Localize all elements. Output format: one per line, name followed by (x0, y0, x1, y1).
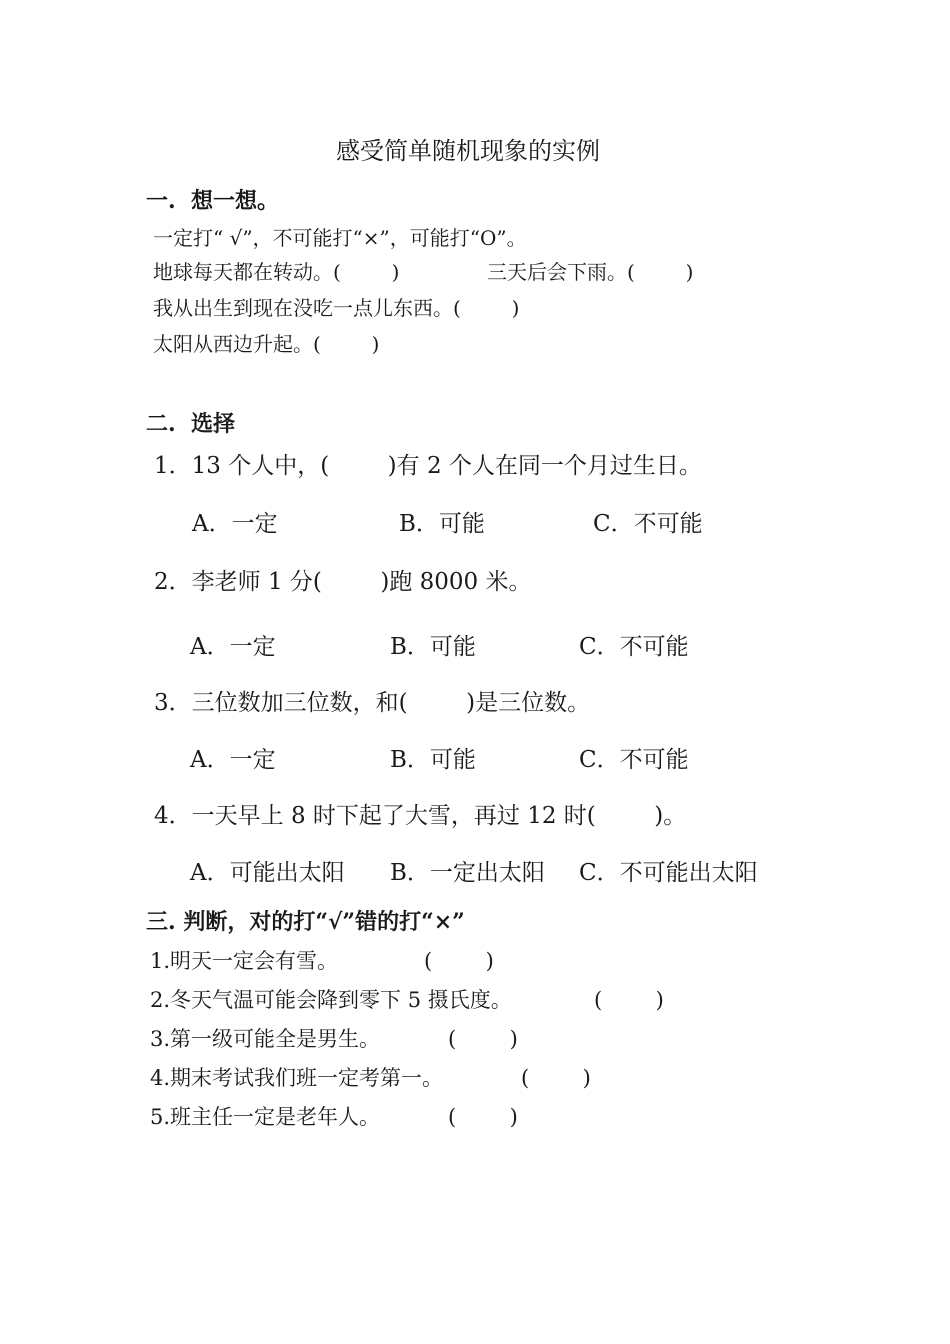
question-text: 2．李老师 1 分( )跑 8000 米。 (154, 569, 532, 595)
judgment-item: 1.明天一定会有雪。 (150, 949, 339, 973)
question-text: 4．一天早上 8 时下起了大雪，再过 12 时( )。 (154, 803, 687, 829)
option-a: A．一定 (190, 747, 276, 773)
option-a: A．一定 (192, 511, 278, 537)
answer-parens: ( ) (448, 1027, 518, 1051)
option-a: A．一定 (190, 634, 276, 660)
section1-item: 三天后会下雨。( ) (487, 260, 694, 284)
section1-item: 我从出生到现在没吃一点儿东西。( ) (153, 296, 520, 320)
answer-parens: ( ) (521, 1066, 591, 1090)
section1-item: 太阳从西边升起。( ) (153, 332, 380, 356)
section3-heading: 三. 判断，对的打“√”错的打“×” (146, 909, 465, 935)
judgment-item: 5.班主任一定是老年人。 (150, 1105, 381, 1129)
question-text: 3．三位数加三位数，和( )是三位数。 (154, 690, 591, 716)
answer-parens: ( ) (424, 949, 494, 973)
page-title: 感受简单随机现象的实例 (336, 137, 600, 165)
answer-parens: ( ) (448, 1105, 518, 1129)
option-b: B．可能 (390, 634, 476, 660)
option-c: C．不可能 (593, 511, 703, 537)
option-c: C．不可能出太阳 (579, 860, 758, 886)
question-text: 1．13 个人中，( )有 2 个人在同一个月过生日。 (154, 453, 702, 479)
answer-parens: ( ) (594, 988, 664, 1012)
option-b: B．一定出太阳 (390, 860, 545, 886)
judgment-item: 2.冬天气温可能会降到零下 5 摄氏度。 (150, 988, 512, 1012)
option-b: B．可能 (399, 511, 485, 537)
section1-heading: 一. 想一想。 (146, 188, 279, 214)
option-b: B．可能 (390, 747, 476, 773)
section1-instruction: 一定打“ √”，不可能打“×”，可能打“O”。 (153, 226, 527, 250)
option-a: A．可能出太阳 (190, 860, 345, 886)
option-c: C．不可能 (579, 747, 689, 773)
section1-item: 地球每天都在转动。( ) (153, 260, 400, 284)
option-c: C．不可能 (579, 634, 689, 660)
judgment-item: 4.期末考试我们班一定考第一。 (150, 1066, 444, 1090)
judgment-item: 3.第一级可能全是男生。 (150, 1027, 381, 1051)
section2-heading: 二. 选择 (146, 411, 235, 437)
